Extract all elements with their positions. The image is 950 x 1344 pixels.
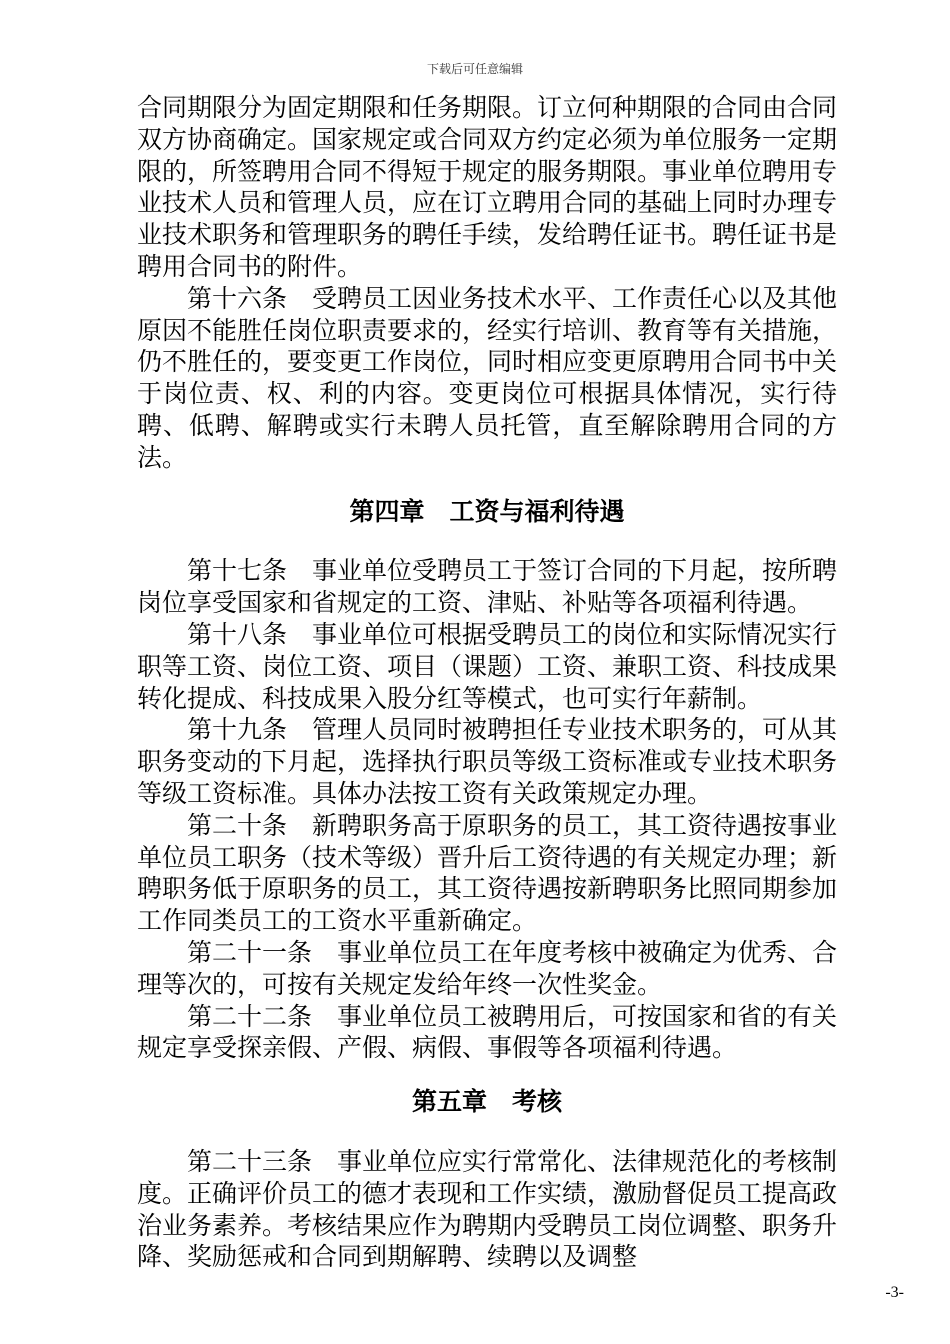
document-body <box>137 92 837 1273</box>
paragraph-article-22: 第二十二条 事业单位员工被聘用后，可按国家和省的有关规定享受探亲假、产假、病假、事假等各项福利待遇。 <box>137 1001 838 1063</box>
paragraph-article-20: 第二十条 新聘职务高于原职务的员工，其工资待遇按事业单位员工职务（技术等级）晋升后工资待遇的有关规定办理；新聘职务低于原职务的员工，其工资待遇按新聘职务比照同期参加工作同类员工的工资水平重新确定。 <box>137 810 838 936</box>
paragraph-article-17: 第十七条 事业单位受聘员工于签订合同的下月起，按所聘岗位享受国家和省规定的工资、津贴、补贴等各项福利待遇。 <box>137 556 838 618</box>
chapter-title-5: 第五章 考核 <box>411 1087 562 1117</box>
chapter-title-4: 第四章 工资与福利待遇 <box>349 496 625 526</box>
header-note: 下载后可任意编辑 <box>426 62 523 76</box>
paragraph-article-18: 第十八条 事业单位可根据受聘员工的岗位和实际情况实行职等工资、岗位工资、项目（课题）工资、兼职工资、科技成果转化提成、科技成果入股分红等模式，也可实行年薪制。 <box>137 619 838 713</box>
paragraph-article-21: 第二十一条 事业单位员工在年度考核中被确定为优秀、合理等次的，可按有关规定发给年终一次性奖金。 <box>137 937 838 999</box>
paragraph-contract-term: 合同期限分为固定期限和任务期限。订立何种期限的合同由合同双方协商确定。国家规定或合同双方约定必须为单位服务一定期限的，所签聘用合同不得短于规定的服务期限。事业单位聘用专业技术人员和管理人员，应在订立聘用合同的基础上同时办理专业技术职务和管理职务的聘任手续，发给聘任证书。聘任证书是聘用合同书的附件。 <box>137 93 838 281</box>
page-number: -3- <box>885 1284 904 1301</box>
paragraph-article-16: 第十六条 受聘员工因业务技术水平、工作责任心以及其他原因不能胜任岗位职责要求的，经实行培训、教育等有关措施，仍不胜任的，要变更工作岗位，同时相应变更原聘用合同书中关于岗位责、权、利的内容。变更岗位可根据具体情况，实行待聘、低聘、解聘或实行未聘人员托管，直至解除聘用合同的方法。 <box>137 283 838 472</box>
paragraph-article-19: 第十九条 管理人员同时被聘担任专业技术职务的，可从其职务变动的下月起，选择执行职员等级工资标准或专业技术职务等级工资标准。具体办法按工资有关政策规定办理。 <box>137 715 838 808</box>
paragraph-article-23: 第二十三条 事业单位应实行常常化、法律规范化的考核制度。正确评价员工的德才表现和工作实绩，激励督促员工提高政治业务素养。考核结果应作为聘期内受聘员工岗位调整、职务升降、奖励惩戒和合同到期解聘、续聘以及调整 <box>137 1146 838 1272</box>
